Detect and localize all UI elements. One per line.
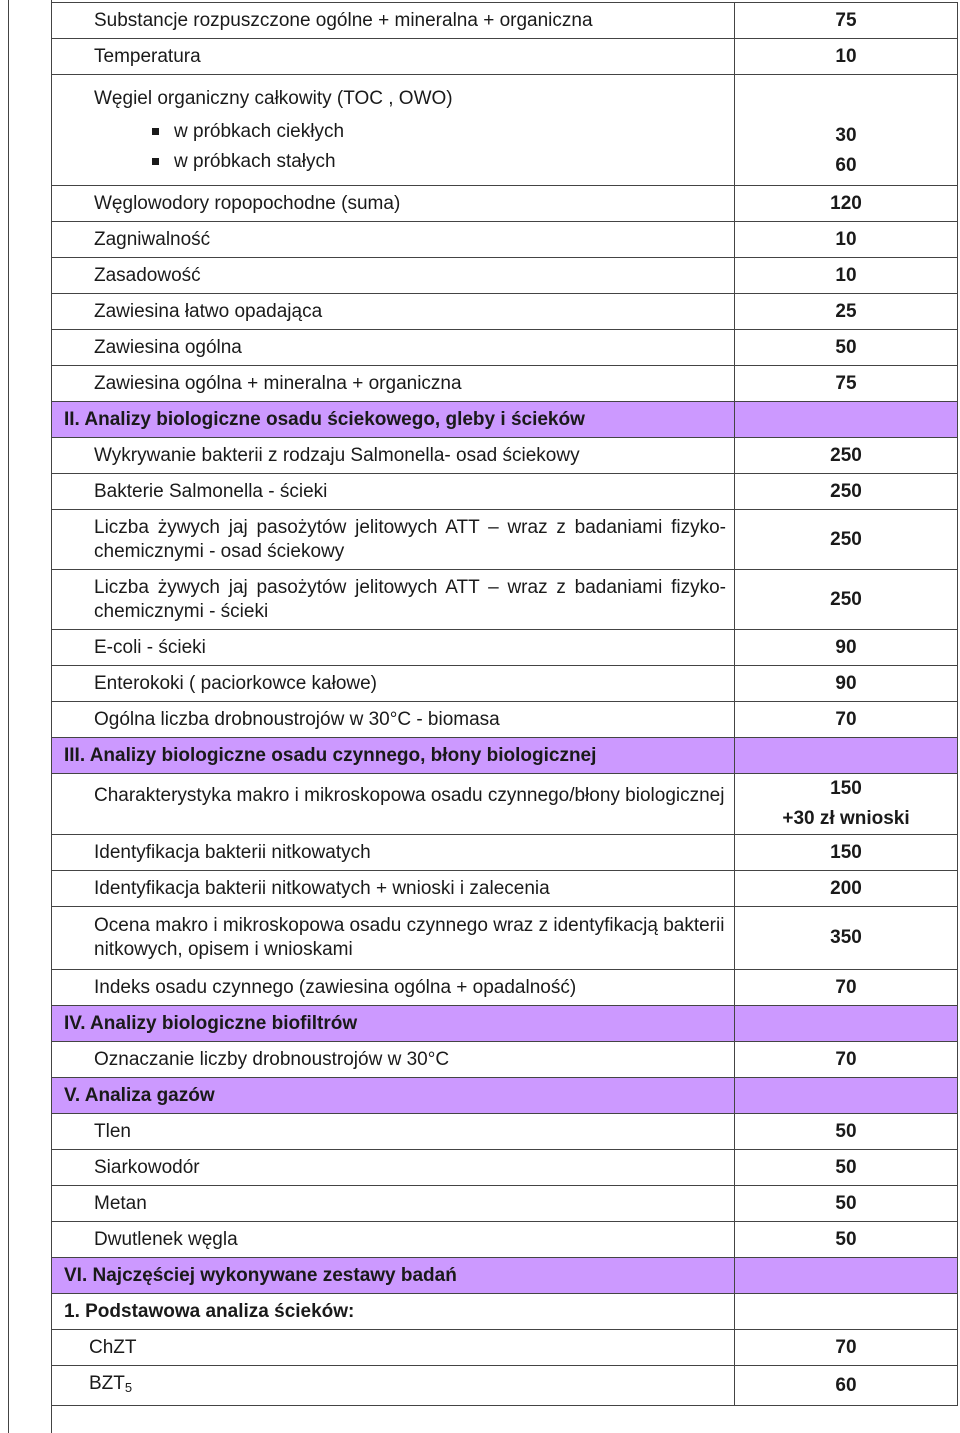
table-row	[52, 510, 957, 570]
section-header	[52, 1006, 957, 1042]
row-label: Indeks osadu czynnego (zawiesina ogólna + opadalność)	[52, 970, 735, 1005]
row-label: Enterokoki ( paciorkowce kałowe)	[52, 666, 735, 701]
list-item: w próbkach ciekłych	[174, 117, 726, 147]
toc-bullet-list	[94, 117, 726, 177]
row-label: Węglowodory ropopochodne (suma)	[52, 186, 735, 221]
row-label: Charakterystyka makro i mikroskopowa osadu czynnego/błony biologicznej	[52, 774, 735, 834]
row-price: 150	[830, 778, 862, 799]
row-price: 70	[835, 1048, 857, 1070]
table-row	[52, 186, 957, 222]
section-title: III. Analizy biologiczne osadu czynnego, błony biologicznej	[52, 738, 735, 773]
price-table	[52, 2, 958, 1406]
row-price: 200	[830, 877, 862, 899]
subsection-title: 1. Podstawowa analiza ścieków:	[52, 1294, 735, 1329]
row-price: 75	[835, 9, 857, 31]
row-label: Tlen	[52, 1114, 735, 1149]
section-title: V. Analiza gazów	[52, 1078, 735, 1113]
row-label: Ocena makro i mikroskopowa osadu czynnego wraz z identyfikacją bakterii nitkowych, opisem i wnioskami	[52, 907, 735, 969]
section-header	[52, 402, 957, 438]
table-row	[52, 570, 957, 630]
section-title: VI. Najczęściej wykonywane zestawy badań	[52, 1258, 735, 1293]
row-price: 120	[830, 192, 862, 214]
row-price: 250	[830, 444, 862, 466]
row-label: Siarkowodór	[52, 1150, 735, 1185]
row-label: Liczba żywych jaj pasożytów jelitowych ATT – wraz z badaniami fizyko-chemicznymi - ścieki	[52, 570, 735, 629]
row-label: Bakterie Salmonella - ścieki	[52, 474, 735, 509]
section-header	[52, 738, 957, 774]
row-price: 350	[830, 927, 862, 948]
section-header	[52, 1258, 957, 1294]
table-row	[52, 1042, 957, 1078]
row-label: Węgiel organiczny całkowity (TOC , OWO)	[94, 88, 453, 109]
row-label: Dwutlenek węgla	[52, 1222, 735, 1257]
row-price: 70	[835, 1336, 857, 1358]
row-label: Zawiesina ogólna + mineralna + organiczna	[52, 366, 735, 401]
row-label: Ogólna liczba drobnoustrojów w 30°C - biomasa	[52, 702, 735, 737]
row-label: ChZT	[52, 1330, 735, 1365]
row-price: 90	[835, 672, 857, 694]
row-label: Liczba żywych jaj pasożytów jelitowych ATT – wraz z badaniami fizyko-chemicznymi - osad ściekowy	[52, 510, 735, 569]
table-row	[52, 702, 957, 738]
row-label: Identyfikacja bakterii nitkowatych	[52, 835, 735, 870]
row-price: 30	[835, 125, 857, 146]
row-label-main: BZT	[89, 1373, 125, 1394]
table-row	[52, 666, 957, 702]
table-row	[52, 438, 957, 474]
table-row	[52, 907, 957, 970]
row-label: Metan	[52, 1186, 735, 1221]
row-price: 50	[835, 1156, 857, 1178]
row-price: 25	[835, 300, 857, 322]
table-row	[52, 871, 957, 907]
row-price: 70	[835, 708, 857, 730]
list-item: w próbkach stałych	[174, 147, 726, 177]
row-price: 50	[835, 1120, 857, 1142]
subsection-header	[52, 1294, 957, 1330]
table-row	[52, 1330, 957, 1366]
row-label-subscript: 5	[124, 1380, 133, 1395]
row-label: Wykrywanie bakterii z rodzaju Salmonella- osad ściekowy	[52, 438, 735, 473]
row-label: Zasadowość	[52, 258, 735, 293]
row-price: 10	[835, 264, 857, 286]
table-row	[52, 1366, 957, 1406]
table-row	[52, 3, 957, 39]
table-row-toc	[52, 75, 957, 186]
row-price-note: +30 zł wnioski	[782, 808, 910, 829]
table-row	[52, 1186, 957, 1222]
row-price: 250	[830, 528, 862, 550]
section-title: IV. Analizy biologiczne biofiltrów	[52, 1006, 735, 1041]
table-row	[52, 774, 957, 835]
row-price: 250	[830, 588, 862, 610]
row-price: 10	[835, 228, 857, 250]
row-price: 50	[835, 1192, 857, 1214]
section-header	[52, 1078, 957, 1114]
row-label: Oznaczanie liczby drobnoustrojów w 30°C	[52, 1042, 735, 1077]
row-price: 50	[835, 336, 857, 358]
row-label: Identyfikacja bakterii nitkowatych + wnioski i zalecenia	[52, 871, 735, 906]
row-label: Zawiesina ogólna	[52, 330, 735, 365]
row-price: 90	[835, 636, 857, 658]
table-row	[52, 294, 957, 330]
row-label: Zawiesina łatwo opadająca	[52, 294, 735, 329]
row-price: 150	[830, 841, 862, 863]
row-label: Zagniwalność	[52, 222, 735, 257]
left-frame-column	[8, 0, 52, 1433]
row-label: Temperatura	[52, 39, 735, 74]
row-price: 10	[835, 45, 857, 67]
table-row	[52, 1222, 957, 1258]
section-title: II. Analizy biologiczne osadu ściekowego, gleby i ścieków	[52, 402, 735, 437]
table-row	[52, 1114, 957, 1150]
row-label	[52, 1366, 735, 1405]
row-price: 60	[835, 1374, 857, 1396]
table-row	[52, 366, 957, 402]
row-price: 50	[835, 1228, 857, 1250]
row-price: 75	[835, 372, 857, 394]
row-label: Substancje rozpuszczone ogólne + mineralna + organiczna	[52, 3, 735, 38]
table-row	[52, 39, 957, 75]
table-row	[52, 1150, 957, 1186]
table-row	[52, 258, 957, 294]
table-row	[52, 630, 957, 666]
table-row	[52, 835, 957, 871]
table-row	[52, 330, 957, 366]
row-price: 70	[835, 976, 857, 998]
table-row	[52, 970, 957, 1006]
row-label: E-coli - ścieki	[52, 630, 735, 665]
row-price: 250	[830, 480, 862, 502]
table-row	[52, 474, 957, 510]
row-price: 60	[835, 155, 857, 176]
table-row	[52, 222, 957, 258]
